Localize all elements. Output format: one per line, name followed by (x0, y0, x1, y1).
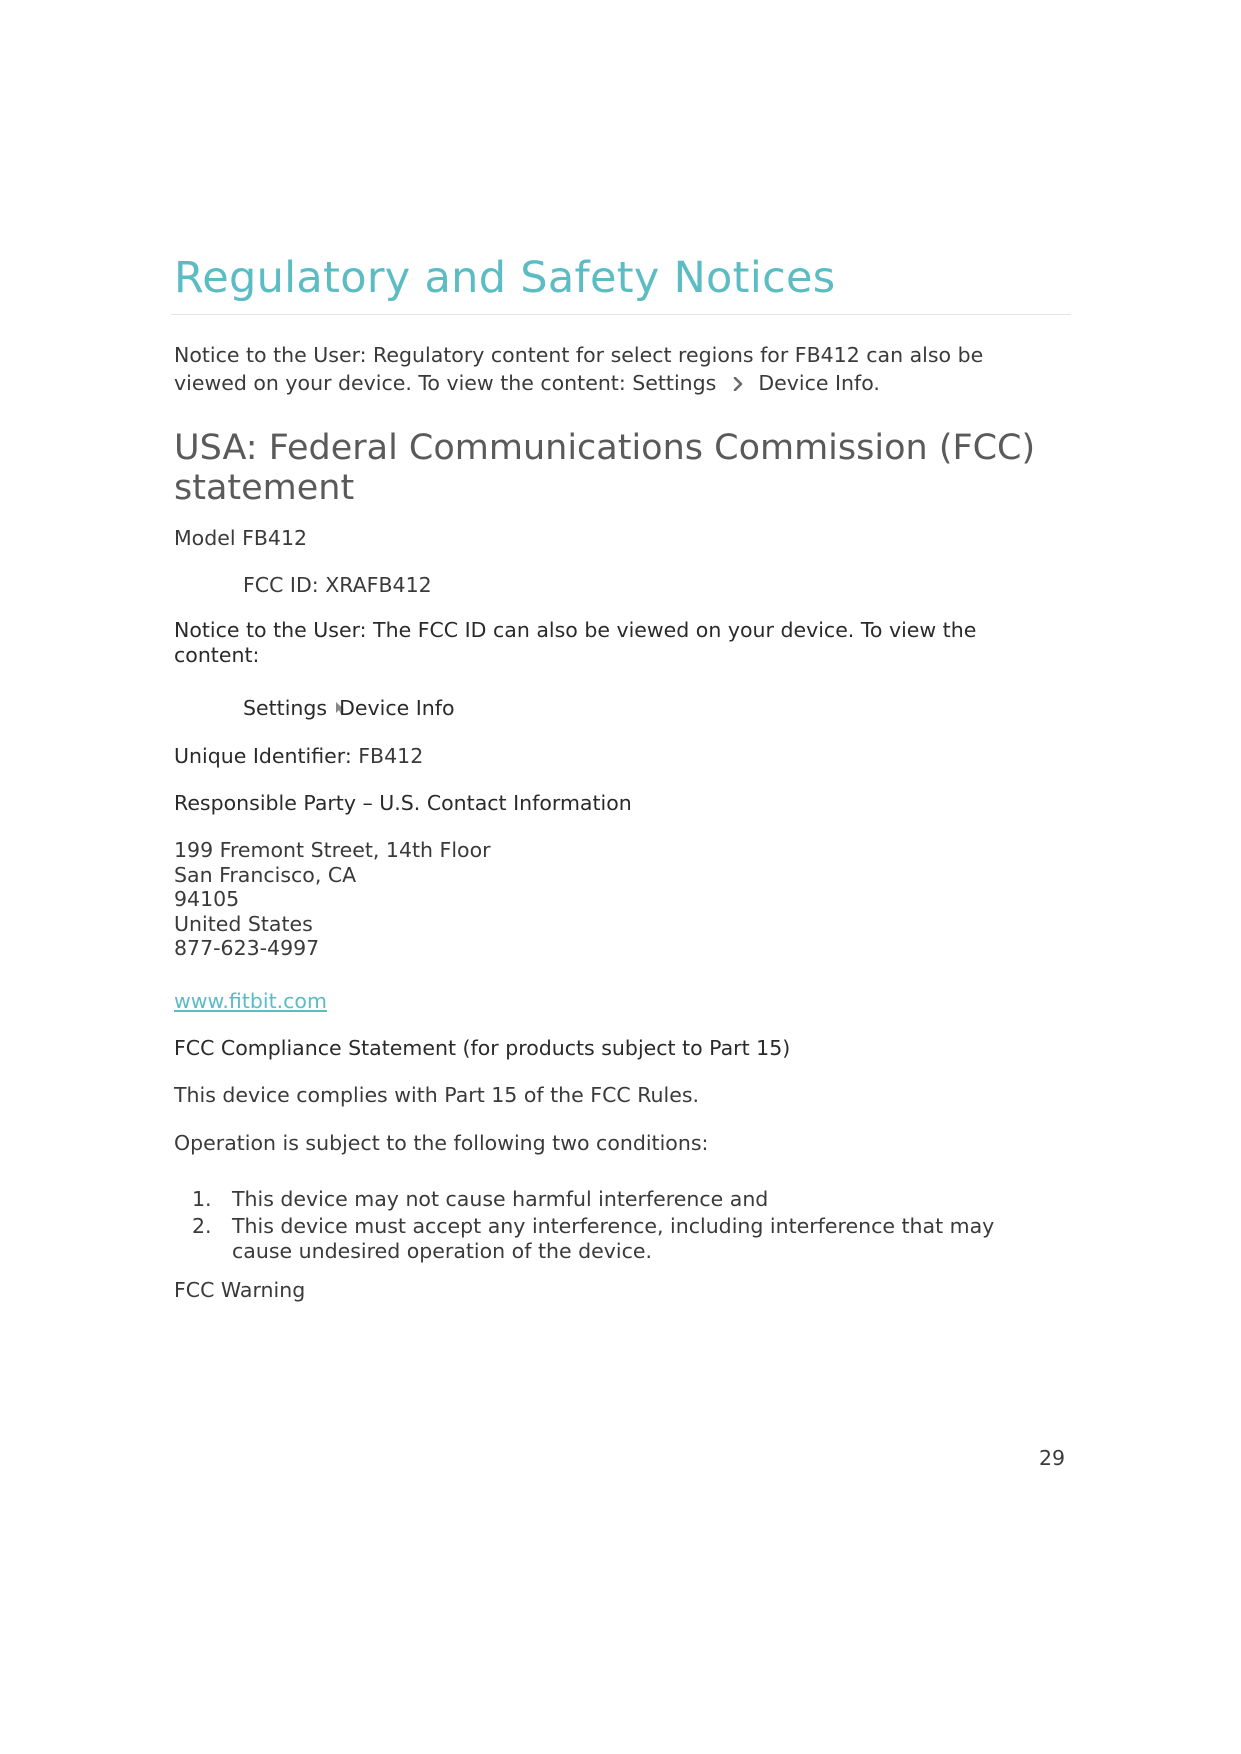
responsible-party-heading: Responsible Party – U.S. Contact Information (174, 791, 632, 815)
conditions-list (192, 1187, 1092, 1266)
website-link[interactable]: www.fitbit.com (174, 989, 327, 1013)
website-link-row (174, 987, 327, 1015)
intro-settings-text: viewed on your device. To view the content: Settings (174, 371, 717, 395)
list-item-text: This device must accept any interference, including interference that may cause undesired operation of the device. (232, 1214, 995, 1263)
conditions-intro: Operation is subject to the following two conditions: (174, 1131, 709, 1155)
contact-address (174, 838, 491, 961)
compliance-heading: FCC Compliance Statement (for products subject to Part 15) (174, 1036, 791, 1060)
fcc-id: FCC ID: XRAFB412 (243, 573, 432, 597)
title-divider (171, 314, 1071, 315)
address-street: 199 Fremont Street, 14th Floor (174, 838, 491, 862)
complies-statement: This device complies with Part 15 of the FCC Rules. (174, 1083, 700, 1107)
list-item-number: 2. (192, 1214, 212, 1238)
chevron-right-icon (732, 377, 744, 391)
list-item-text: This device may not cause harmful interference and (232, 1187, 769, 1211)
address-country: United States (174, 911, 313, 936)
settings-path-device-info: Device Info (339, 696, 455, 720)
intro-notice-line1: Notice to the User: Regulatory content for select regions for FB412 can also be (174, 343, 984, 367)
settings-path-settings: Settings (243, 696, 328, 720)
fcc-warning-heading: FCC Warning (174, 1278, 306, 1302)
intro-notice-line2 (174, 369, 880, 397)
address-zip: 94105 (174, 887, 240, 911)
list-item-number: 1. (192, 1187, 212, 1211)
fcc-statement-heading: USA: Federal Communications Commission (FCC) statement (174, 428, 1036, 508)
intro-device-info-text: Device Info. (758, 371, 880, 395)
list-item (192, 1187, 1092, 1212)
unique-identifier-value: FB412 (358, 744, 424, 768)
page-number: 29 (1039, 1446, 1066, 1470)
fcc-id-notice: Notice to the User: The FCC ID can also be viewed on your device. To view the content: (174, 618, 977, 667)
page-title: Regulatory and Safety Notices (174, 253, 836, 303)
address-city: San Francisco, CA (174, 862, 357, 887)
model-number: Model FB412 (174, 526, 308, 550)
unique-identifier (174, 742, 423, 770)
address-phone: 877-623-4997 (174, 936, 320, 960)
unique-identifier-label: Unique Identifier: (174, 744, 352, 768)
settings-path (243, 694, 455, 722)
list-item (192, 1214, 1092, 1264)
